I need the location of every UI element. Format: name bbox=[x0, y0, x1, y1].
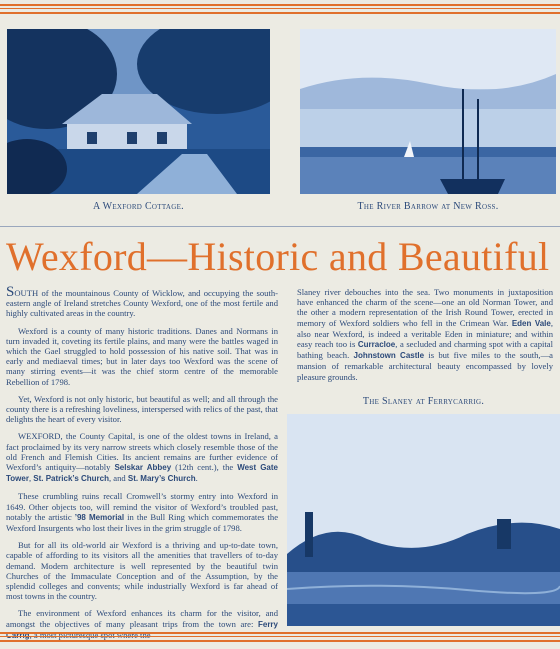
river-illustration bbox=[300, 29, 556, 194]
slaney-text-d: is but five miles to the south,—a mansion of remarkable architectural beauty encompassed by lovely pleasure grounds. bbox=[297, 350, 553, 382]
cottage-illustration bbox=[7, 29, 270, 194]
paragraph-county-capital bbox=[6, 431, 278, 484]
slaney-ferrycarrig-photo bbox=[287, 414, 560, 626]
paragraph-slaney bbox=[297, 287, 553, 382]
paragraph-modern-town: But for all its old-world air Wexford is a thriving and up-to-date town, capable of affording to its visitors all the amenities that travellers of to-day demand. Modern architecture is well represented by the beautiful twin Churches of the Immaculate Conception and of the Assumption, by the splendid colleges and convents; while industrially Wexford is far ahead of most towns in the country. bbox=[6, 540, 278, 602]
place-98-memorial: ’98 Memorial bbox=[74, 512, 125, 522]
paragraph-intro bbox=[6, 284, 278, 319]
capital-text-d: , and bbox=[109, 473, 128, 484]
cromwell-text-a: These crumbling ruins recall Cromwell’s stormy entry into Wexford in 1649. Other objects too, will remind the visitor of Wexford’s troubled past, notably the artistic bbox=[6, 491, 278, 522]
river-barrow-caption: The River Barrow at New Ross. bbox=[357, 201, 499, 212]
capital-text-a: WEXFORD, the County Capital, is one of the oldest towns in Ireland, a fact proclaimed by its very narrow streets which closely resemble those of the old French and Flemish Cities. Its ancient remains are further evidence of Wexford’s antiquity—notably bbox=[6, 431, 278, 473]
capital-text-b: (12th cent.), the bbox=[171, 462, 238, 473]
place-eden-vale: Eden Vale bbox=[511, 318, 551, 328]
place-ferry-carrig: Ferry Carrig bbox=[6, 619, 278, 640]
place-st-patricks-church: St. Patrick’s Church bbox=[33, 474, 109, 484]
wexford-cottage-photo bbox=[7, 29, 270, 194]
place-selskar-abbey: Selskar Abbey bbox=[114, 463, 172, 473]
place-johnstown-castle: Johnstown Castle bbox=[353, 351, 425, 361]
paragraph-cromwell bbox=[6, 491, 278, 533]
paragraph-beauty: Yet, Wexford is not only historic, but beautiful as well; and all through the county there is a refreshing loveliness, interspersed with relics of the past, that delights the heart of every visitor. bbox=[6, 393, 278, 425]
place-st-marys-church: St. Mary’s Church bbox=[127, 474, 196, 484]
page-title: Wexford—Historic and Beautiful bbox=[6, 234, 550, 279]
cromwell-text-b: in the Bull Ring which commemorates the Wexford Insurgents who lost their lives in the grim struggle of 1798. bbox=[6, 511, 279, 534]
section-divider bbox=[0, 226, 560, 227]
drop-cap: S bbox=[6, 284, 15, 300]
river-barrow-photo bbox=[300, 29, 556, 194]
cottage-caption: A Wexford Cottage. bbox=[93, 201, 184, 212]
capital-text-e: . bbox=[195, 473, 198, 484]
environment-text-a: The environment of Wexford enhances its charm for the visitor, and amongst the objectives of many pleasant trips from the town are: bbox=[6, 608, 278, 629]
environment-text-b: , a most picturesque spot where the bbox=[29, 629, 151, 640]
slaney-text-a: Slaney river debouches into the sea. Two monuments in juxtaposition have enhanced the charm of the scene—one an old Norman Tower, and the other a modern representation of the Irish Round Tower, erected in memory of Wexford soldiers who fell in the Crimean War. bbox=[297, 287, 553, 328]
left-text-column bbox=[6, 284, 279, 648]
slaney-text-b: , also near Wexford, is indeed a veritable Eden in miniature; and within easy reach too is bbox=[297, 317, 554, 350]
place-west-gate-tower: West Gate Tower bbox=[6, 463, 278, 484]
slaney-caption: The Slaney at Ferrycarrig. bbox=[362, 396, 485, 407]
capital-text-c: , bbox=[28, 473, 34, 484]
right-text-column bbox=[297, 287, 553, 389]
paragraph-history: Wexford is a county of many historic traditions. Danes and Normans in turn invaded it, coveting its fertile plains, and many were the battles waged in which the Gael struggled to hold possession of his native soil. That was in early and mediaeval times; but in later days too Wexford was the scene of many stirring events—it was the chief storm centre of the memorable Rebellion of 1798. bbox=[6, 325, 278, 387]
slaney-text-c: , a secluded and charming spot with a capital bathing beach. bbox=[297, 339, 553, 361]
top-orange-rule bbox=[0, 4, 560, 14]
place-curracloe: Curracloe bbox=[357, 340, 396, 350]
intro-text: OUTH of the mountainous County of Wicklow, and occupying the south-eastern angle of Ireland stretches County Wexford, one of the most fertile and highly cultivated areas in the country. bbox=[6, 288, 278, 319]
slaney-illustration bbox=[287, 414, 560, 626]
